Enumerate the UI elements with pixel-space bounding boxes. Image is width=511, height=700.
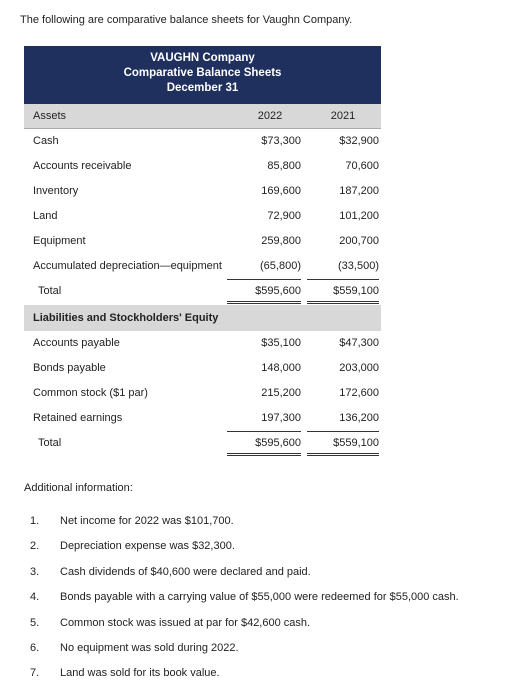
item-number: 7. <box>30 667 40 680</box>
value-2021: 172,600 <box>339 387 379 399</box>
table-row <box>24 204 381 229</box>
value-2022: 72,900 <box>267 210 301 222</box>
intro-text: The following are comparative balance sheets for Vaughn Company. <box>20 14 353 26</box>
table-row <box>24 331 381 356</box>
row-label: Accounts receivable <box>33 160 132 172</box>
list-item <box>30 642 500 667</box>
item-number: 6. <box>30 641 40 654</box>
table-row <box>24 229 381 254</box>
item-text: Net income for 2022 was $101,700. <box>60 515 234 527</box>
double-underline <box>307 453 379 456</box>
item-number: 4. <box>30 591 40 604</box>
list-item <box>30 667 500 692</box>
list-item <box>30 591 500 616</box>
list-item <box>30 617 500 642</box>
additional-info-title: Additional information: <box>24 482 133 494</box>
assets-total-row <box>24 279 381 304</box>
item-number: 1. <box>30 515 40 527</box>
underline <box>307 279 379 280</box>
value-2022: 197,300 <box>261 412 301 424</box>
item-text: Cash dividends of $40,600 were declared and paid. <box>60 565 311 578</box>
row-label: Cash <box>33 135 59 147</box>
value-2021: $47,300 <box>339 337 379 349</box>
item-text: Land was sold for its book value. <box>60 667 220 680</box>
item-text: Bonds payable with a carrying value of $55,000 were redeemed for $55,000 cash. <box>60 591 459 604</box>
value-2022: 215,200 <box>261 387 301 399</box>
value-2021: (33,500) <box>338 260 379 272</box>
value-2022: 169,600 <box>261 185 301 197</box>
double-underline <box>307 301 379 304</box>
row-label: Bonds payable <box>33 362 106 374</box>
item-text: No equipment was sold during 2022. <box>60 641 239 654</box>
item-text: Depreciation expense was $32,300. <box>60 540 235 553</box>
underline <box>227 431 301 432</box>
liabilities-total-row <box>24 431 381 456</box>
underline <box>307 431 379 432</box>
value-2022: $35,100 <box>261 337 301 349</box>
value-2021: 136,200 <box>339 412 379 424</box>
row-label: Accumulated depreciation—equipment <box>33 260 222 272</box>
row-label: Accounts payable <box>33 337 120 349</box>
list-item <box>30 515 500 540</box>
liabilities-heading-row <box>24 305 381 331</box>
table-row <box>24 179 381 204</box>
table-row <box>24 406 381 431</box>
liabilities-heading: Liabilities and Stockholders' Equity <box>33 312 219 324</box>
table-row <box>24 381 381 406</box>
table-row <box>24 154 381 179</box>
row-label: Common stock ($1 par) <box>33 387 148 399</box>
double-underline <box>227 453 301 456</box>
value-2021: 200,700 <box>339 235 379 247</box>
company-name: VAUGHN Company <box>150 52 255 64</box>
year-2022-heading: 2022 <box>257 110 283 122</box>
list-item <box>30 540 500 565</box>
assets-heading: Assets <box>33 110 67 122</box>
total-2021: $559,100 <box>333 437 379 449</box>
additional-info-list <box>30 515 500 693</box>
item-number: 5. <box>30 616 40 629</box>
row-label: Land <box>33 210 58 222</box>
table-row <box>24 356 381 381</box>
total-2021: $559,100 <box>333 285 379 297</box>
statement-title: Comparative Balance Sheets <box>123 67 282 79</box>
column-header-row <box>24 104 381 129</box>
row-label: Retained earnings <box>33 412 123 424</box>
value-2022: (65,800) <box>260 260 301 272</box>
value-2021: 203,000 <box>339 362 379 374</box>
value-2021: 187,200 <box>339 185 379 197</box>
table-row <box>24 254 381 279</box>
value-2022: $73,300 <box>261 135 301 147</box>
table-header <box>24 46 381 104</box>
statement-date: December 31 <box>166 82 239 94</box>
row-label: Total <box>38 285 62 297</box>
row-label: Inventory <box>33 185 79 197</box>
item-number: 3. <box>30 565 40 578</box>
value-2021: $32,900 <box>339 135 379 147</box>
row-label: Total <box>38 437 62 449</box>
double-underline <box>227 301 301 304</box>
value-2021: 70,600 <box>345 160 379 172</box>
value-2022: 85,800 <box>267 160 301 172</box>
value-2021: 101,200 <box>339 210 379 222</box>
balance-sheet-table <box>24 46 381 456</box>
total-2022: $595,600 <box>255 285 301 297</box>
value-2022: 148,000 <box>261 362 301 374</box>
item-text: Common stock was issued at par for $42,600 cash. <box>60 616 311 629</box>
list-item <box>30 566 500 591</box>
item-number: 2. <box>30 540 40 553</box>
year-2021-heading: 2021 <box>330 110 356 122</box>
underline <box>227 279 301 280</box>
row-label: Equipment <box>33 235 86 247</box>
table-row <box>24 129 381 154</box>
total-2022: $595,600 <box>255 437 301 449</box>
value-2022: 259,800 <box>261 235 301 247</box>
